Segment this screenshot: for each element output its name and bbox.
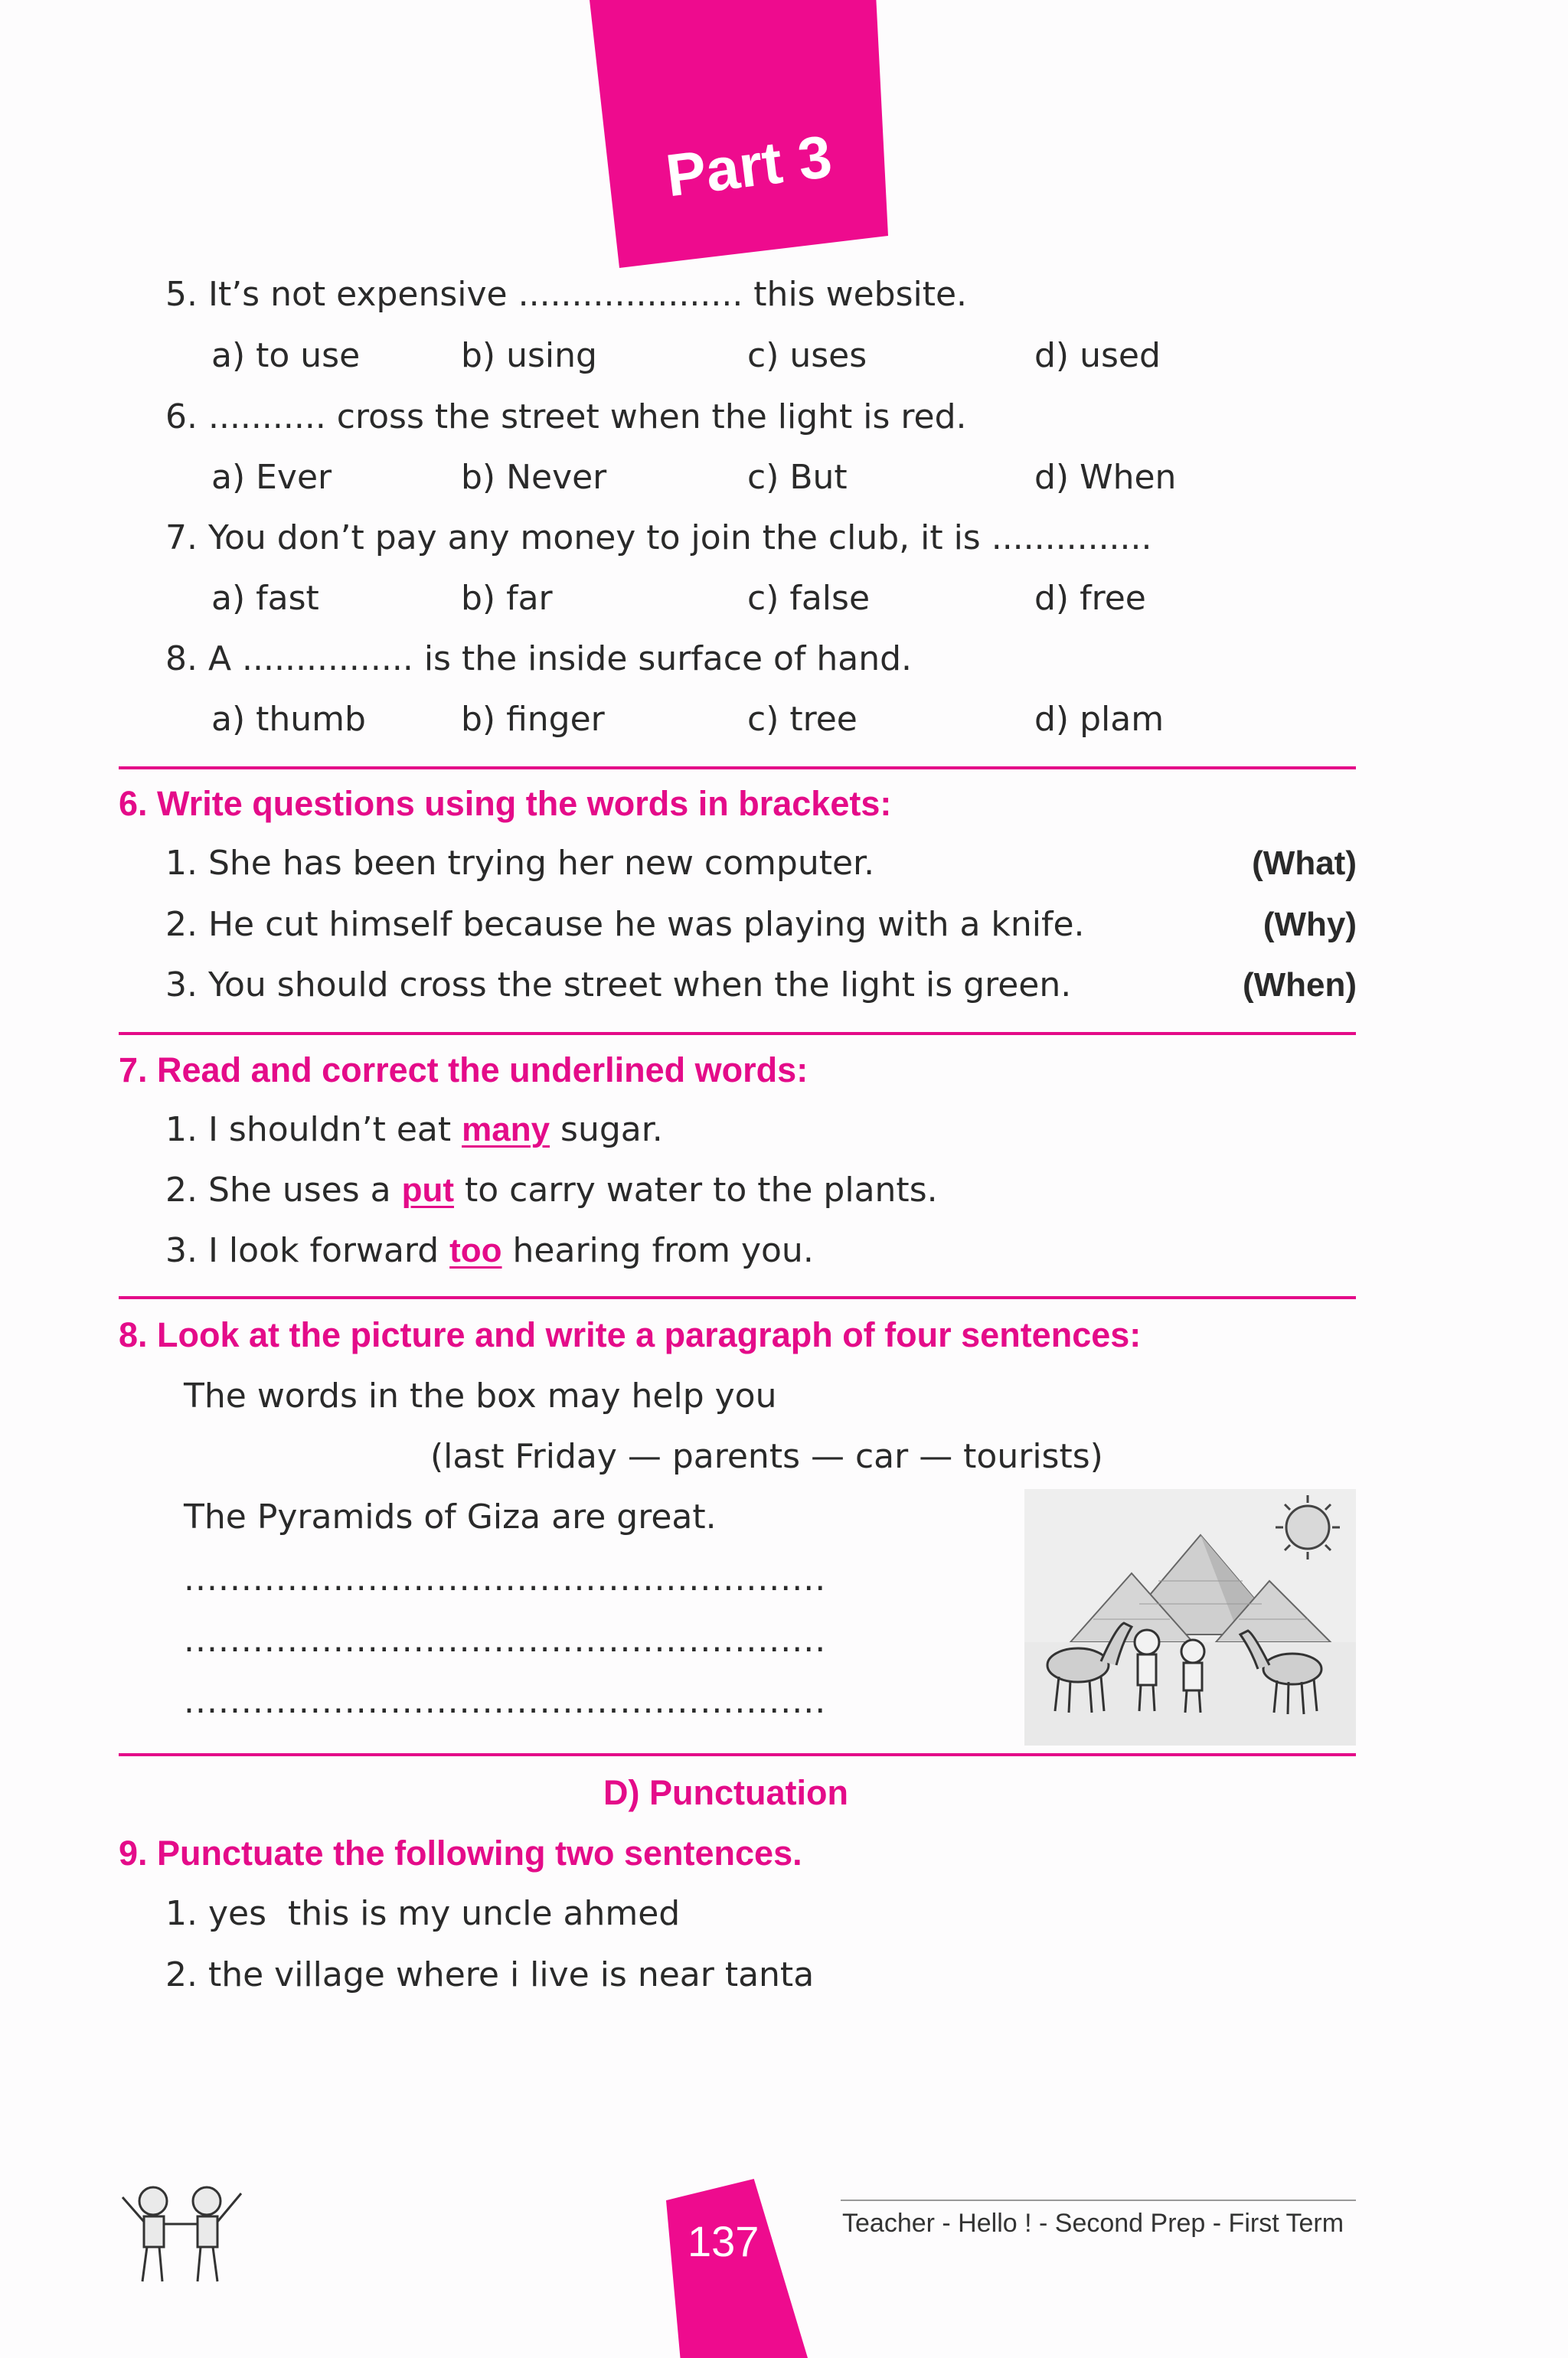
answer-dots: ........................................................ [184,1682,827,1721]
answer-dots: ........................................................ [184,1559,827,1599]
section6-heading: 6. Write questions using the words in brackets: [119,784,892,823]
mcq-option: c) tree [747,700,858,739]
pyramids-illustration [1024,1489,1356,1746]
mcq-option: d) plam [1034,700,1165,739]
mcq-option: c) But [747,458,848,497]
punctuation-item: 2. the village where i live is near tanta [165,1955,815,1994]
section8-heading: 8. Look at the picture and write a paragraph of four sentences: [119,1315,1142,1354]
mcq-option: a) fast [211,579,319,618]
section-divider [119,766,1356,769]
mcq-option: d) When [1034,458,1177,497]
mcq-option: a) to use [211,336,361,375]
question-item: 2. He cut himself because he was playing with a knife. [165,905,1085,944]
footer-text: Teacher - Hello ! - Second Prep - First Term [842,2209,1344,2238]
mcq-option: b) using [461,336,597,375]
mcq-stem-6: 6. ........... cross the street when the light is red. [165,397,967,436]
mcq-option: b) Never [461,458,607,497]
punctuation-title: D) Punctuation [603,1773,848,1812]
mcq-option: c) false [747,579,871,618]
mcq-option: b) finger [461,700,605,739]
page-number: 137 [688,2217,760,2265]
question-bracket: (When) [1242,966,1357,1004]
underlined-word: put [401,1171,454,1209]
page-number-tab [666,2179,808,2358]
first-sentence: The Pyramids of Giza are great. [184,1497,717,1537]
footer-divider [841,2200,1356,2201]
mcq-option: c) uses [747,336,867,375]
mcq-stem-7: 7. You don’t pay any money to join the club, it is ............... [165,518,1152,557]
mcq-stem-5: 5. It’s not expensive ..................... this website. [165,275,968,314]
underlined-word: many [462,1111,550,1148]
correction-text: to carry water to the plants. [454,1171,938,1210]
word-box: (last Friday — parents — car — tourists) [430,1437,1103,1476]
mcq-option: a) Ever [211,458,332,497]
mcq-stem-8: 8. A ................ is the inside surface of hand. [165,639,913,678]
question-item: 1. She has been trying her new computer. [165,844,875,883]
section-divider [119,1296,1356,1299]
mcq-option: a) thumb [211,700,366,739]
section9-heading: 9. Punctuate the following two sentences. [119,1834,802,1873]
sun-icon [1276,1495,1340,1559]
correction-text: 1. I shouldn’t eat [165,1110,462,1149]
section7-heading: 7. Read and correct the underlined words: [119,1050,808,1089]
underlined-word: too [449,1232,502,1269]
question-bracket: (Why) [1263,906,1357,943]
hint-text: The words in the box may help you [184,1377,777,1416]
mcq-option: b) far [461,579,553,618]
correction-item [165,1168,938,1213]
answer-dots: ........................................................ [184,1621,827,1660]
pyramids-picture [1024,1489,1356,1746]
section-divider [119,1032,1356,1035]
correction-text: sugar. [550,1110,663,1149]
question-bracket: (What) [1252,844,1357,882]
correction-item [165,1107,663,1153]
mcq-option: d) used [1034,336,1161,375]
kids-mascot-icon [115,2174,249,2289]
question-item: 3. You should cross the street when the light is green. [165,965,1072,1004]
correction-text: 2. She uses a [165,1171,402,1210]
punctuation-item: 1. yes this is my uncle ahmed [165,1894,681,1933]
section-divider [119,1753,1356,1756]
correction-text: 3. I look forward [165,1231,450,1270]
correction-text: hearing from you. [501,1231,814,1270]
mcq-option: d) free [1034,579,1146,618]
correction-item [165,1228,814,1274]
part-title: Part 3 [662,122,836,210]
